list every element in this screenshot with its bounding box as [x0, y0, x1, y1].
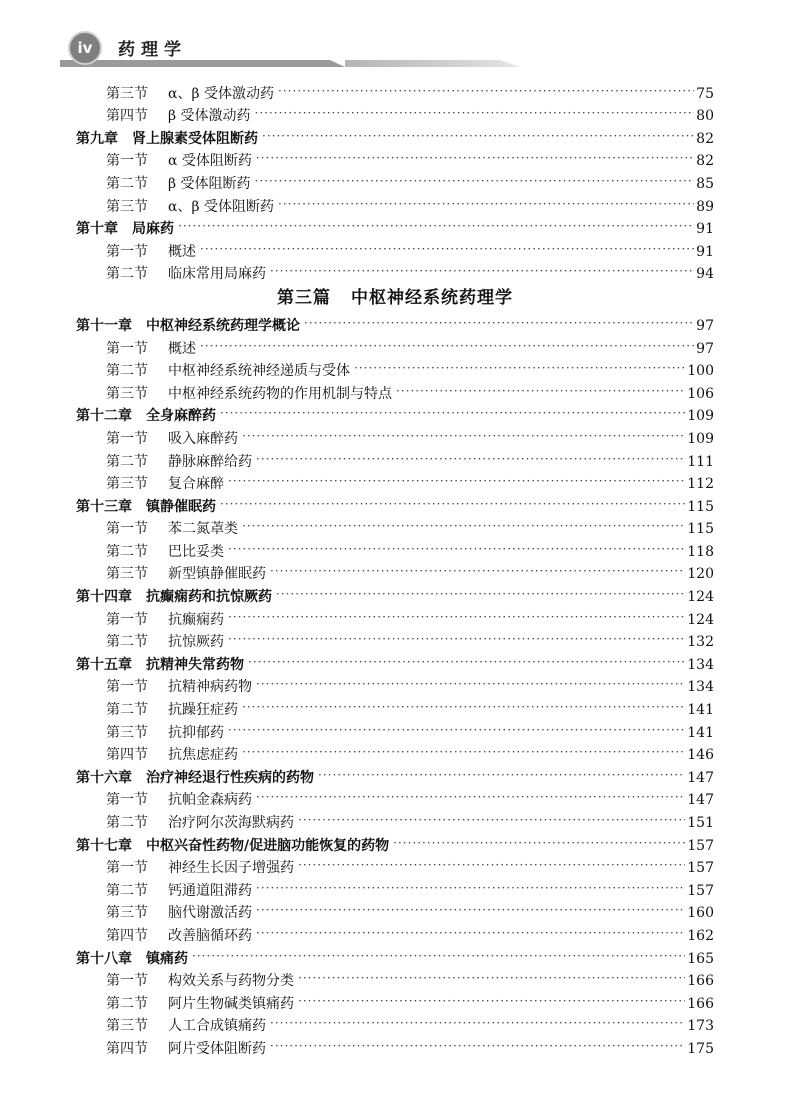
dot-leader	[262, 127, 694, 145]
toc-section-number: 第一节	[106, 860, 148, 877]
toc-section-title: 抗癫痫药	[168, 611, 224, 628]
toc-page-number: 166	[687, 973, 714, 990]
toc-section-row	[76, 809, 714, 832]
dot-leader	[242, 517, 685, 535]
dot-leader	[228, 540, 685, 558]
toc-chapter-number: 第十四章	[76, 589, 132, 606]
toc-chapter-row	[76, 764, 714, 787]
toc-page-number: 112	[687, 476, 714, 493]
dot-leader	[255, 104, 695, 122]
toc-chapter-number: 第十一章	[76, 317, 132, 334]
toc-page-number: 97	[696, 317, 714, 334]
toc-section-row	[76, 516, 714, 539]
dot-leader	[298, 811, 685, 829]
toc-section-number: 第四节	[106, 108, 148, 125]
toc-chapter-number: 第十二章	[76, 408, 132, 425]
dot-leader	[228, 472, 685, 490]
toc-section-row	[76, 922, 714, 945]
dot-leader	[256, 788, 685, 806]
toc-chapter-number: 第十三章	[76, 498, 132, 515]
dot-leader	[318, 766, 685, 784]
toc-section-row	[76, 170, 714, 193]
toc-page-number: 115	[687, 521, 714, 538]
toc-page-number: 147	[687, 769, 714, 786]
toc-section-row	[76, 538, 714, 561]
toc-section-title: 复合麻醉	[168, 476, 224, 493]
toc-chapter-row	[76, 651, 714, 674]
toc-section-number: 第一节	[106, 521, 148, 538]
toc-section-row	[76, 425, 714, 448]
toc-section-row	[76, 103, 714, 126]
toc-page-number: 80	[696, 108, 714, 125]
dot-leader	[242, 698, 685, 716]
toc-chapter-row	[76, 125, 714, 148]
toc-part-row	[76, 283, 714, 312]
toc-section-number: 第三节	[106, 566, 148, 583]
dot-leader	[200, 240, 694, 258]
dot-leader	[270, 1014, 685, 1032]
toc-chapter-number: 第十八章	[76, 950, 132, 967]
page-number-badge: iv	[68, 31, 102, 65]
dot-leader	[270, 1037, 685, 1055]
toc-page-number: 134	[687, 679, 714, 696]
toc-section-row	[76, 1035, 714, 1058]
toc-section-row	[76, 335, 714, 358]
toc-section-title: 神经生长因子增强药	[168, 860, 294, 877]
toc-section-title: 构效关系与药物分类	[168, 973, 294, 990]
dot-leader	[178, 217, 694, 235]
toc-page-number: 134	[687, 656, 714, 673]
toc-page-number: 166	[687, 995, 714, 1012]
toc-section-row	[76, 80, 714, 103]
toc-section-row	[76, 238, 714, 261]
dot-leader	[256, 675, 685, 693]
toc-section-title: 中枢神经系统药物的作用机制与特点	[168, 385, 392, 402]
toc-section-title: β 受体激动药	[168, 108, 251, 125]
toc-chapter-title: 全身麻醉药	[146, 408, 216, 425]
dot-leader	[256, 450, 685, 468]
toc-section-title: 临床常用局麻药	[168, 266, 266, 283]
dot-leader	[298, 992, 685, 1010]
toc-section-title: β 受体阻断药	[168, 175, 251, 192]
toc-section-row	[76, 380, 714, 403]
dot-leader	[298, 856, 685, 874]
toc-chapter-row	[76, 945, 714, 968]
toc-section-title: 抗躁狂症药	[168, 702, 238, 719]
toc-chapter-title: 镇痛药	[146, 950, 188, 967]
page-header	[0, 0, 800, 70]
toc-page-number: 165	[687, 950, 714, 967]
dot-leader	[248, 653, 685, 671]
toc-section-number: 第二节	[106, 702, 148, 719]
dot-leader	[270, 562, 685, 580]
dot-leader	[298, 969, 685, 987]
toc-page-number: 118	[687, 543, 714, 560]
toc-section-number: 第二节	[106, 363, 148, 380]
toc-section-row	[76, 787, 714, 810]
toc-section-number: 第一节	[106, 430, 148, 447]
toc-chapter-number: 第九章	[76, 130, 118, 147]
toc-page-number: 106	[687, 385, 714, 402]
dot-leader	[393, 834, 685, 852]
toc-part-title: 中枢神经系统药理学	[351, 287, 513, 308]
toc-section-title: 阿片生物碱类镇痛药	[168, 995, 294, 1012]
toc-section-number: 第一节	[106, 973, 148, 990]
dot-leader	[278, 82, 694, 100]
toc-section-number: 第三节	[106, 1018, 148, 1035]
toc-section-row	[76, 719, 714, 742]
toc-chapter-number: 第十五章	[76, 656, 132, 673]
toc-section-row	[76, 606, 714, 629]
toc-section-number: 第一节	[106, 340, 148, 357]
toc-section-number: 第一节	[106, 792, 148, 809]
toc-section-row	[76, 900, 714, 923]
toc-section-title: 概述	[168, 340, 196, 357]
toc-page-number: 124	[687, 589, 714, 606]
toc-section-number: 第三节	[106, 905, 148, 922]
toc-section-title: 抗抑郁药	[168, 724, 224, 741]
toc-chapter-title: 局麻药	[132, 221, 174, 238]
dot-leader	[256, 149, 694, 167]
toc-section-row	[76, 674, 714, 697]
toc-section-number: 第三节	[106, 198, 148, 215]
toc-section-title: 中枢神经系统神经递质与受体	[168, 363, 350, 380]
dot-leader	[242, 743, 685, 761]
toc-page-number: 157	[687, 837, 714, 854]
toc-section-title: 脑代谢激活药	[168, 905, 252, 922]
toc-chapter-row	[76, 583, 714, 606]
toc-page-number: 173	[687, 1018, 714, 1035]
toc-page-number: 124	[687, 611, 714, 628]
toc-section-number: 第四节	[106, 1040, 148, 1057]
toc-chapter-title: 中枢神经系统药理学概论	[146, 317, 300, 334]
dot-leader	[276, 585, 685, 603]
toc-section-row	[76, 629, 714, 652]
toc-chapter-title: 肾上腺素受体阻断药	[132, 130, 258, 147]
toc-section-number: 第二节	[106, 453, 148, 470]
toc-chapter-number: 第十六章	[76, 769, 132, 786]
toc-section-number: 第二节	[106, 995, 148, 1012]
toc-section-row	[76, 990, 714, 1013]
toc-section-row	[76, 742, 714, 765]
toc-section-row	[76, 471, 714, 494]
toc-chapter-title: 中枢兴奋性药物/促进脑功能恢复的药物	[146, 837, 390, 854]
toc-section-number: 第二节	[106, 175, 148, 192]
toc-chapter-title: 抗癫痫药和抗惊厥药	[146, 589, 272, 606]
toc-section-title: 苯二氮䓬类	[168, 521, 238, 538]
toc-page-number: 157	[687, 860, 714, 877]
toc-page-number: 91	[696, 243, 714, 260]
toc-section-title: α、β 受体阻断药	[168, 198, 274, 215]
toc-part-number: 第三篇	[277, 287, 331, 308]
toc-section-number: 第二节	[106, 634, 148, 651]
toc-page-number: 85	[696, 175, 714, 192]
toc-section-row	[76, 358, 714, 381]
dot-leader	[255, 172, 695, 190]
dot-leader	[242, 427, 685, 445]
dot-leader	[256, 901, 685, 919]
toc-section-number: 第二节	[106, 815, 148, 831]
toc-section-title: 治疗阿尔茨海默病药	[168, 815, 294, 831]
toc-section-title: 抗惊厥药	[168, 634, 224, 651]
toc-section-title: 吸入麻醉药	[168, 430, 238, 447]
toc-section-row	[76, 855, 714, 878]
toc-section-number: 第一节	[106, 611, 148, 628]
toc-section-number: 第三节	[106, 385, 148, 402]
toc-section-title: 抗焦虑症药	[168, 747, 238, 764]
toc-section-number: 第三节	[106, 476, 148, 493]
dot-leader	[228, 608, 685, 626]
dot-leader	[304, 314, 694, 332]
toc-chapter-number: 第十七章	[76, 837, 132, 854]
toc-chapter-title: 治疗神经退行性疾病的药物	[146, 769, 314, 786]
toc-page-number: 132	[687, 634, 714, 651]
toc-page-number: 75	[696, 85, 714, 102]
dot-leader	[396, 382, 685, 400]
dot-leader	[256, 879, 685, 897]
toc-page-number: 91	[696, 221, 714, 238]
toc-section-number: 第一节	[106, 153, 148, 170]
toc-section-title: 巴比妥类	[168, 543, 224, 560]
toc-section-title: 人工合成镇痛药	[168, 1018, 266, 1035]
toc-page-number: 160	[687, 905, 714, 922]
toc-page-number: 109	[687, 408, 714, 425]
toc-page-number: 146	[687, 747, 714, 764]
toc-page-number: 82	[696, 153, 714, 170]
toc-section-number: 第四节	[106, 747, 148, 764]
dot-leader	[256, 924, 685, 942]
toc-section-title: 新型镇静催眠药	[168, 566, 266, 583]
toc-section-number: 第三节	[106, 85, 148, 102]
toc-section-number: 第四节	[106, 927, 148, 944]
toc-section-title: α 受体阻断药	[168, 153, 252, 170]
toc-section-row	[76, 148, 714, 171]
toc-page-number: 100	[687, 363, 714, 380]
toc-page-number: 97	[696, 340, 714, 357]
dot-leader	[220, 404, 685, 422]
toc-section-title: 阿片受体阻断药	[168, 1040, 266, 1057]
toc-page-number: 151	[687, 815, 714, 831]
table-of-contents	[76, 80, 714, 1058]
dot-leader	[200, 337, 694, 355]
toc-page-number: 141	[687, 702, 714, 719]
toc-page-number: 162	[687, 927, 714, 944]
toc-chapter-title: 镇静催眠药	[146, 498, 216, 515]
toc-section-number: 第一节	[106, 243, 148, 260]
toc-section-row	[76, 193, 714, 216]
toc-page-number: 175	[687, 1040, 714, 1057]
toc-section-row	[76, 1013, 714, 1036]
dot-leader	[228, 721, 685, 739]
toc-section-title: 改善脑循环药	[168, 927, 252, 944]
toc-page-number: 109	[687, 430, 714, 447]
toc-section-title: 钙通道阻滞药	[168, 882, 252, 899]
toc-page-number: 147	[687, 792, 714, 809]
toc-page-number: 141	[687, 724, 714, 741]
toc-section-row	[76, 561, 714, 584]
toc-section-number: 第二节	[106, 266, 148, 283]
dot-leader	[278, 195, 694, 213]
toc-section-title: 抗帕金森病药	[168, 792, 252, 809]
toc-section-title: 静脉麻醉给药	[168, 453, 252, 470]
toc-section-title: 抗精神病药物	[168, 679, 252, 696]
toc-page-number: 94	[696, 266, 714, 283]
toc-page-number: 111	[687, 453, 714, 470]
toc-page-number: 89	[696, 198, 714, 215]
toc-chapter-title: 抗精神失常药物	[146, 656, 244, 673]
toc-section-row	[76, 448, 714, 471]
toc-section-number: 第三节	[106, 724, 148, 741]
toc-chapter-row	[76, 832, 714, 855]
dot-leader	[228, 630, 685, 648]
toc-chapter-row	[76, 493, 714, 516]
dot-leader	[220, 495, 685, 513]
toc-section-row	[76, 261, 714, 284]
toc-section-row	[76, 696, 714, 719]
toc-section-row	[76, 877, 714, 900]
book-title: 药理学	[118, 40, 187, 60]
toc-page-number: 120	[687, 566, 714, 583]
toc-section-row	[76, 968, 714, 991]
dot-leader	[354, 359, 685, 377]
toc-chapter-row	[76, 216, 714, 239]
toc-page-number: 115	[687, 498, 714, 515]
toc-page-number: 82	[696, 130, 714, 147]
toc-section-number: 第二节	[106, 882, 148, 899]
dot-leader	[270, 262, 694, 280]
toc-section-title: 概述	[168, 243, 196, 260]
toc-section-number: 第二节	[106, 543, 148, 560]
toc-page-number: 157	[687, 882, 714, 899]
toc-chapter-number: 第十章	[76, 221, 118, 238]
toc-chapter-row	[76, 312, 714, 335]
toc-chapter-row	[76, 403, 714, 426]
toc-section-number: 第一节	[106, 679, 148, 696]
toc-section-title: α、β 受体激动药	[168, 85, 274, 102]
dot-leader	[192, 947, 685, 965]
